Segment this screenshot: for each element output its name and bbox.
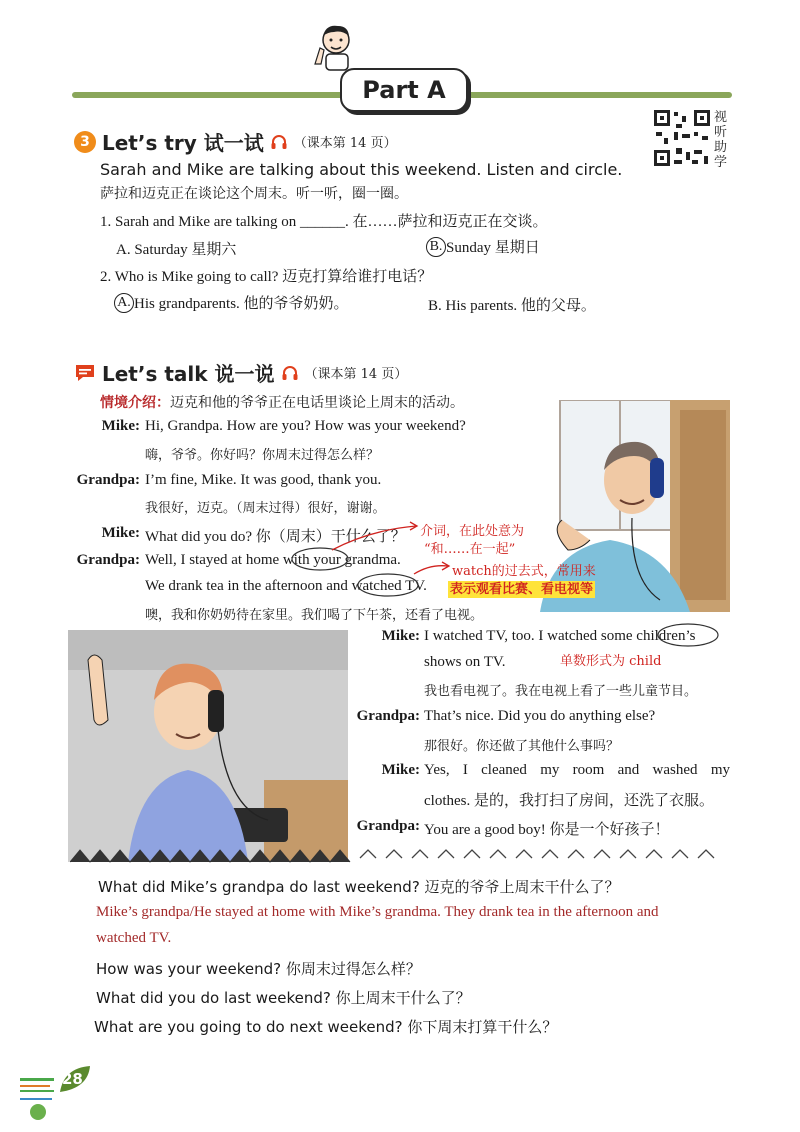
mike-illustration: [68, 630, 348, 862]
section-number-icon: 3: [74, 131, 96, 153]
scene-intro: [100, 392, 464, 412]
answer-1-line-1: Mike’s grandpa/He stayed at home with Mike’s grandma. They drank tea in the afternoon and: [96, 904, 659, 920]
question-2: How was your weekend? 你周末过得怎么样？: [96, 960, 421, 978]
question-4: What are you going to do next weekend? 你下周末打算干什么？: [94, 1018, 558, 1036]
speech-bubble-icon: [74, 363, 96, 383]
dialogue-en: clothes. 是的，我打扫了房间，还洗了衣服。: [424, 793, 714, 809]
dialogue-en: I watched TV, too. I watched some children’s: [424, 628, 696, 644]
note-children: 单数形式为 child: [560, 654, 662, 669]
try-book-ref: （课本第 14 页）: [293, 136, 397, 151]
headphone-icon[interactable]: [281, 364, 299, 382]
try-q2-option-a[interactable]: [114, 292, 349, 313]
talk-book-ref: （课本第 14 页）: [304, 367, 408, 382]
speaker-label: Mike:: [381, 762, 420, 778]
dialogue-cn: 噢，我和你奶奶待在家里。我们喝了下午茶，还看了电视。: [145, 608, 484, 623]
boy-pointing-icon: [312, 20, 356, 72]
headphone-icon[interactable]: [270, 133, 288, 151]
try-q1-option-a[interactable]: A. Saturday 星期六: [116, 242, 237, 258]
speaker-label: Grandpa:: [356, 818, 420, 834]
note-watched-highlight: 表示观看比赛、看电视等: [450, 582, 594, 597]
note-with-2: “和……在一起”: [424, 542, 516, 557]
dialogue-en: shows on TV.: [424, 654, 506, 670]
question-1: What did Mike’s grandpa do last weekend? 迈克的爷爷上周末干什么了？: [98, 878, 620, 896]
dialogue-cn: 我很好，迈克。（周末过得）很好，谢谢。: [145, 501, 386, 516]
scene-label: 情境介绍：: [100, 395, 170, 411]
annotation-circle: [656, 622, 720, 648]
page-number: 28: [62, 1070, 83, 1088]
speaker-label: Mike:: [381, 628, 420, 644]
annotation-arrow: [330, 520, 420, 554]
zigzag-divider: [70, 844, 730, 864]
speaker-label: Mike:: [101, 525, 140, 541]
option-text: His grandparents. 他的爷爷奶奶。: [134, 296, 349, 312]
dialogue-en: We drank tea in the afternoon and watched TV.: [145, 578, 427, 594]
note-watched: watch的过去式，常用来: [452, 564, 596, 579]
annotation-circle: [356, 572, 420, 598]
dialogue-cn: 我也看电视了。我在电视上看了一些儿童节目。: [424, 684, 698, 699]
try-instruction-cn: 萨拉和迈克正在谈论这个周末。听一听，圈一圈。: [100, 186, 408, 202]
note-with-1: 介词，在此处意为: [420, 524, 525, 539]
speaker-label: Mike:: [101, 418, 140, 434]
try-section-header: [74, 127, 397, 156]
part-title: Part A: [340, 68, 468, 112]
qr-code-icon[interactable]: [652, 108, 712, 168]
dialogue-en: Yes, I cleaned my room and washed my: [424, 762, 730, 778]
try-q2-option-b[interactable]: B. His parents. 他的父母。: [428, 298, 596, 314]
try-q1-option-b[interactable]: [426, 236, 540, 257]
scene-text: 迈克和他的爷爷正在电话里谈论上周末的活动。: [170, 395, 464, 411]
dialogue-en: I’m fine, Mike. It was good, thank you.: [145, 472, 382, 488]
try-title: Let’s try 试一试: [102, 131, 264, 155]
publisher-logo: [18, 1076, 58, 1124]
dialogue-en: Hi, Grandpa. How are you? How was your weekend?: [145, 418, 466, 434]
dialogue-cn: 嗨，爷爷。你好吗？你周末过得怎么样？: [145, 448, 380, 463]
dialogue-en: That’s nice. Did you do anything else?: [424, 708, 656, 724]
try-question-1: 1. Sarah and Mike are talking on ______. 在……萨拉和迈克正在交谈。: [100, 214, 548, 230]
answer-1-line-2: watched TV.: [96, 930, 172, 946]
circled-answer: B.: [426, 237, 446, 257]
dialogue-en: Well, I stayed at home with your grandma.: [145, 552, 401, 568]
speaker-label: Grandpa:: [76, 472, 140, 488]
annotation-arrow: [412, 560, 452, 578]
dialogue-en: You are a good boy! 你是一个好孩子！: [424, 822, 670, 838]
dialogue-en: What did you do? 你（周末）干什么了？: [145, 529, 406, 545]
circled-answer: A.: [114, 293, 134, 313]
talk-section-header: [74, 358, 407, 387]
speaker-label: Grandpa:: [356, 708, 420, 724]
dialogue-cn: 那很好。你还做了其他什么事吗？: [424, 739, 620, 754]
option-text: Sunday 星期日: [446, 240, 540, 256]
question-3: What did you do last weekend? 你上周末干什么了？: [96, 989, 471, 1007]
try-instruction-en: Sarah and Mike are talking about this weekend. Listen and circle.: [100, 160, 623, 179]
speaker-label: Grandpa:: [76, 552, 140, 568]
talk-title: Let’s talk 说一说: [102, 362, 275, 386]
try-question-2: 2. Who is Mike going to call? 迈克打算给谁打电话？: [100, 269, 433, 285]
qr-side-label: 视听助学: [714, 110, 728, 170]
